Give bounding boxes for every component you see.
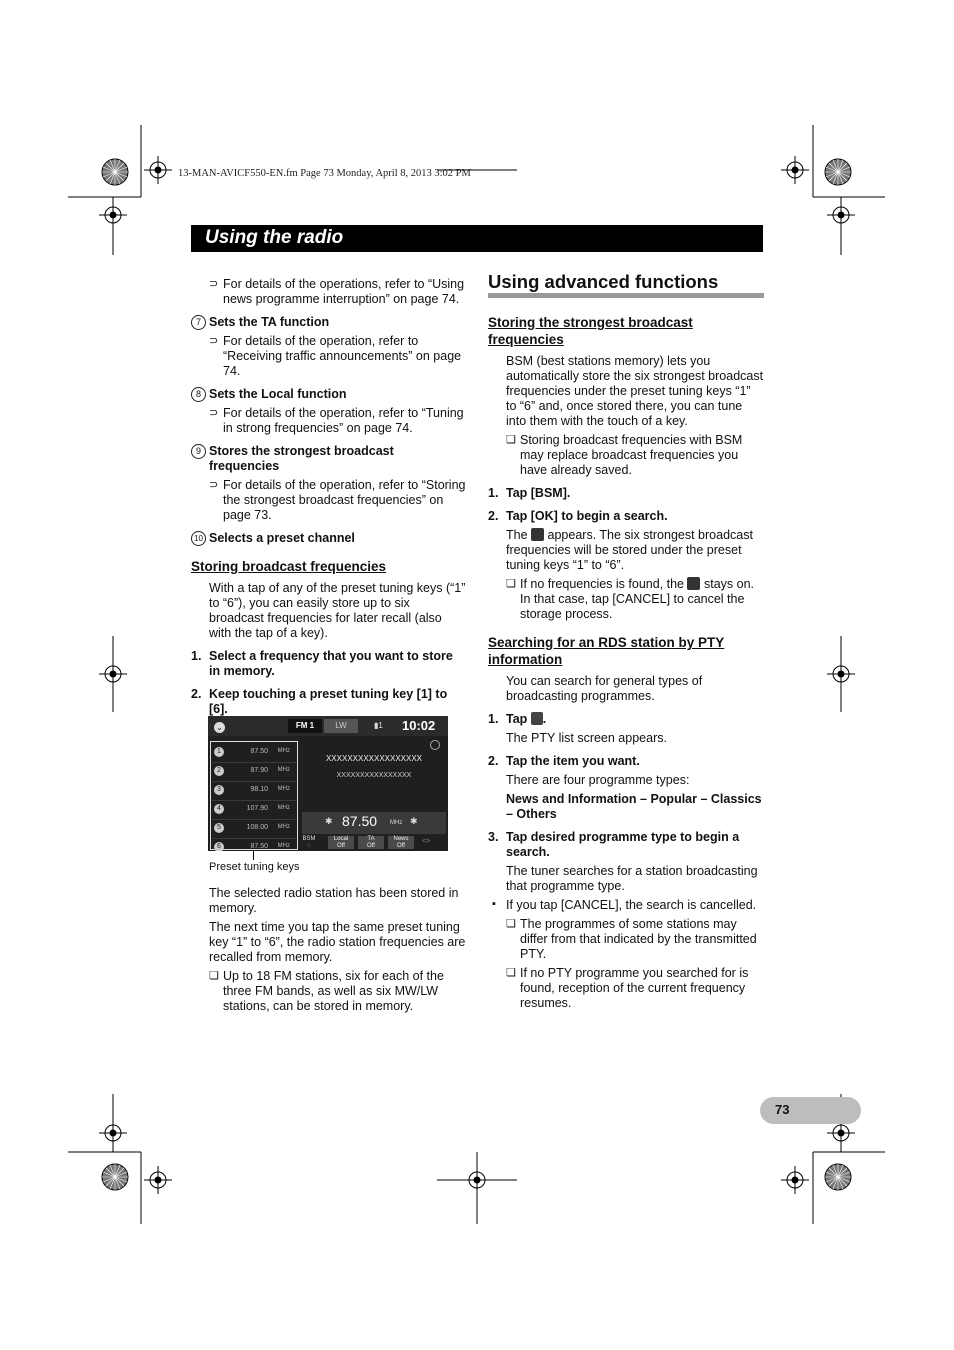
band-fm1-tab: FM 1 (288, 719, 322, 733)
bsm-step-1 (488, 486, 764, 501)
arrow-ref-ta: ⊃ For details of the operation, refer to “Receiving traffic announcements” on page 74. (209, 334, 466, 379)
page-number-tab (760, 1097, 861, 1124)
pty-step-1-number: 1. (488, 712, 499, 726)
pty-step-1 (488, 712, 764, 727)
ta-state: Off (367, 842, 375, 849)
tune-up-icon: ✱ (410, 816, 418, 826)
arrow-ref-local: ⊃ For details of the operation, refer to “Tuning in strong frequencies” on page 74. (209, 406, 466, 436)
pty-search-icon-inline (531, 712, 543, 725)
pty-step-1-text: Tap (506, 712, 528, 726)
bsm-step-1-number: 1. (488, 486, 499, 500)
preset-number: 4 (214, 804, 224, 814)
pty-step-3-text: Tap desired programme type to begin a search. (506, 830, 740, 859)
preset-frequency: 87.50 (250, 748, 268, 755)
item-7 (191, 315, 466, 330)
preset-unit: MHz (277, 843, 290, 849)
frequency-unit: MHz (390, 820, 403, 826)
arrow-ref-news: ⊃ For details of the operations, refer to “Using news programme interruption” on page 74. (209, 277, 466, 307)
station-text: XXXXXXXXXXXXXXXX (336, 772, 412, 779)
signal-icon: ▮1 (374, 721, 383, 730)
preset-frequency: 87.90 (250, 767, 268, 774)
local-label: Local (333, 836, 349, 842)
preset-frequency: 107.90 (246, 805, 268, 812)
preset-row[interactable] (212, 839, 296, 851)
preset-number: 5 (214, 823, 224, 833)
band-lw-tab: LW (324, 719, 358, 733)
news-button (388, 836, 414, 849)
left-column (191, 277, 466, 721)
bsm-step-2-note (506, 577, 764, 622)
more-icon: <> (422, 838, 431, 845)
pty-heading: Searching for an RDS station by PTY information (488, 635, 725, 667)
clock: 10:02 (402, 718, 436, 733)
preset-row[interactable] (212, 744, 296, 763)
preset-row[interactable] (212, 763, 296, 782)
tune-down-icon: ✱ (325, 816, 333, 826)
bsm-paragraph: BSM (best stations memory) lets you automatically store the six strongest broadcast frequencies under the preset tuning keys “1” to “6” and, once stored there, you can tune into them with the touch of a key. (506, 354, 764, 428)
station-name: XXXXXXXXXXXXXXXXXX (325, 754, 423, 763)
cancel-bullet: ▪ If you tap [CANCEL], the search is cancelled. (492, 898, 764, 913)
bsm-step-2-text: Tap [OK] to begin a search. (506, 509, 668, 523)
pty-step-3 (488, 830, 764, 860)
signal-value: 1 (378, 721, 383, 730)
item-9-number: 9 (191, 444, 206, 459)
radio-screen-image (208, 716, 448, 851)
news-state: Off (397, 842, 405, 849)
item-10-title: Selects a preset channel (209, 531, 355, 545)
storing-paragraph: With a tap of any of the preset tuning keys (“1” to “6”), you can easily store up to six broadcast frequencies for later recall (also with the tap of a key). (209, 581, 466, 640)
bsm-step-2-note-b: stays on. In that case, tap [CANCEL] to cancel the storage process. (520, 577, 754, 621)
step-1-number: 1. (191, 649, 202, 663)
recall-paragraph: The next time you tap the same preset tuning key “1” to “6”, the radio station frequencies are recalled from memory. (209, 920, 466, 964)
preset-row[interactable] (212, 820, 296, 839)
local-state: Off (337, 842, 345, 849)
preset-unit: MHz (277, 805, 290, 811)
bsm-step-2-paragraph (488, 528, 764, 573)
preset-frequency: 87.50 (250, 843, 268, 850)
item-10 (191, 531, 466, 546)
left-column-lower (191, 886, 466, 1018)
caption-leader-line (253, 851, 254, 860)
preset-row[interactable] (212, 782, 296, 801)
preset-unit: MHz (277, 748, 290, 754)
pty-step-3-paragraph: The tuner searches for a station broadcasting that programme type. (506, 864, 758, 893)
bsm-step-2-note-a: If no frequencies is found, the (520, 577, 684, 591)
bsm-step-2-para-b: appears. The six strongest broadcast frequencies will be stored under the preset tuning keys “1” to “6”. (506, 528, 753, 572)
preset-frequency: 108.00 (246, 824, 268, 831)
preset-list (212, 744, 296, 851)
bsm-step-1-text: Tap [BSM]. (506, 486, 571, 500)
ta-label: TA (367, 836, 375, 842)
step-1-text: Select a frequency that you want to store in memory. (209, 649, 453, 678)
item-9-title: Stores the strongest broadcast frequencies (209, 444, 394, 473)
item-8-title: Sets the Local function (209, 387, 347, 401)
arrow-ref-bsm: ⊃ For details of the operation, refer to “Storing the strongest broadcast frequencies” on page 73. (209, 478, 466, 523)
pty-step-1-end: . (542, 712, 547, 726)
bsm-progress-icon (531, 528, 544, 541)
preset-number: 1 (214, 747, 224, 757)
bsm-label: BSM (302, 836, 316, 842)
note-18-stations: ❏ Up to 18 FM stations, six for each of the three FM bands, as well as six MW/LW stations, can be stored in memory. (209, 969, 466, 1014)
image-caption: Preset tuning keys (209, 861, 300, 873)
preset-unit: MHz (277, 767, 290, 773)
preset-unit: MHz (277, 786, 290, 792)
banner-title: Using the radio (205, 227, 344, 248)
chevron-down-icon: ⌄ (214, 722, 225, 733)
pty-search-icon (430, 740, 440, 750)
pty-step-2-number: 2. (488, 754, 499, 768)
pty-note-differ: ❏ The programmes of some stations may differ from that indicated by the transmitted PTY. (506, 917, 764, 962)
preset-row[interactable] (212, 801, 296, 820)
bsm-progress-icon-2 (687, 577, 700, 590)
preset-number: 2 (214, 766, 224, 776)
page-number: 73 (775, 1102, 790, 1117)
item-8 (191, 387, 466, 402)
pty-step-2-text: Tap the item you want. (506, 754, 640, 768)
item-9 (191, 444, 466, 474)
section-banner (191, 225, 763, 252)
local-button (328, 836, 354, 849)
preset-unit: MHz (277, 824, 290, 830)
step-2 (191, 687, 466, 717)
programme-types: News and Information – Popular – Classics – Others (506, 792, 762, 821)
file-info-line: 13-MAN-AVICF550-EN.fm Page 73 Monday, April 8, 2013 3:02 PM (178, 168, 471, 179)
bsm-heading: Storing the strongest broadcast frequencies (488, 315, 693, 347)
bsm-step-2-number: 2. (488, 509, 499, 523)
storing-heading: Storing broadcast frequencies (191, 559, 387, 574)
pty-step-2-paragraph: There are four programme types: (506, 773, 690, 787)
pty-note-not-found: ❏ If no PTY programme you searched for is found, reception of the current frequency resumes. (506, 966, 764, 1011)
section-heading: Using advanced functions (488, 274, 764, 298)
bsm-step-2-para-a: The (506, 528, 528, 542)
news-label: News (393, 836, 409, 842)
preset-frequency: 98.10 (250, 786, 268, 793)
right-column (488, 271, 764, 1015)
bsm-step-2 (488, 509, 764, 524)
ta-button (358, 836, 384, 849)
step-2-number: 2. (191, 687, 202, 701)
pty-step-3-number: 3. (488, 830, 499, 844)
preset-number: 6 (214, 842, 224, 851)
item-8-number: 8 (191, 387, 206, 402)
item-7-number: 7 (191, 315, 206, 330)
item-10-number: 10 (191, 531, 206, 546)
pty-step-1-paragraph: The PTY list screen appears. (506, 731, 667, 745)
frequency-value: 87.50 (342, 813, 378, 829)
stored-paragraph: The selected radio station has been stored in memory. (209, 886, 459, 915)
preset-number: 3 (214, 785, 224, 795)
pty-step-2 (488, 754, 764, 769)
bsm-button: BSM ◌ (302, 836, 316, 849)
step-2-text: Keep touching a preset tuning key [1] to [6]. (209, 687, 448, 716)
bsm-note: ❏ Storing broadcast frequencies with BSM may replace broadcast frequencies you have already saved. (506, 433, 764, 478)
item-7-title: Sets the TA function (209, 315, 330, 329)
pty-paragraph: You can search for general types of broadcasting programmes. (506, 674, 703, 703)
step-1 (191, 649, 466, 679)
